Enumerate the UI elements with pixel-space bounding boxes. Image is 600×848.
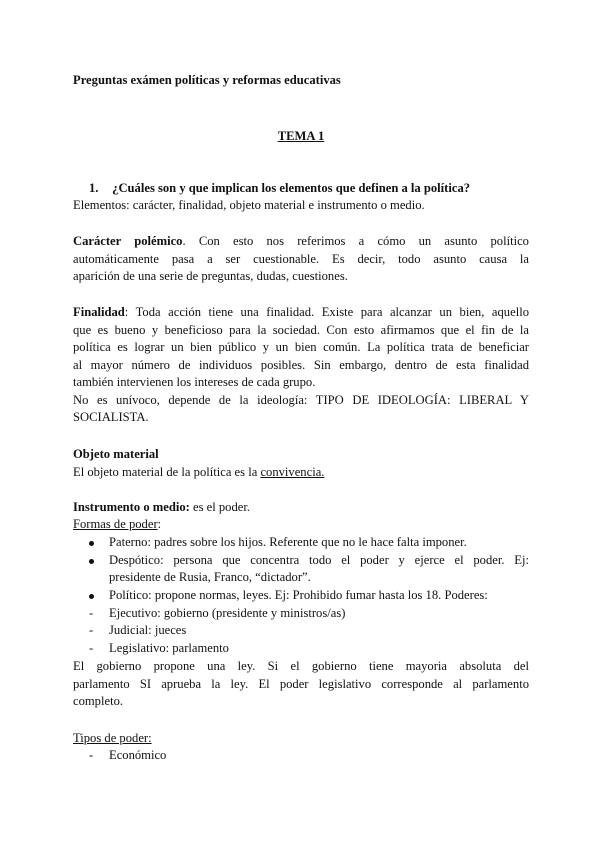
objeto-text [73, 464, 529, 482]
formas-heading-colon: : [157, 517, 162, 531]
finalidad-line-5: también intervienen los intereses de cada grupo. [73, 375, 316, 389]
instrumento-text: es el poder. [189, 500, 250, 514]
finalidad-text-1: : Toda acción tiene una finalidad. Existe para alcanzar un bien, aquello [124, 305, 529, 319]
finalidad-line-6: No es unívoco, depende de la ideología: TIPO DE IDEOLOGÍA: LIBERAL Y [73, 393, 529, 407]
bullet-icon [89, 587, 94, 605]
caracter-label: Carácter polémico [73, 234, 183, 248]
elementos-text: Elementos: carácter, finalidad, objeto material e instrumento o medio. [73, 198, 425, 212]
dash-icon: - [89, 623, 94, 637]
finalidad-label: Finalidad [73, 305, 125, 319]
instrumento-label: Instrumento o medio: [73, 500, 190, 514]
document-title: Preguntas exámen políticas y reformas educativas [73, 73, 341, 87]
caracter-line-2: automáticamente pasa a ser cuestionable. Es decir, todo asunto causa la [73, 252, 529, 266]
dash-icon: - [89, 641, 94, 655]
gobierno-line-3: completo. [73, 694, 124, 708]
finalidad-line-3: política es lograr un bien público y un bien común. La política trata de beneficiar [73, 340, 529, 354]
finalidad-line-1 [73, 304, 529, 322]
finalidad-line-7: SOCIALISTA. [73, 410, 149, 424]
section-heading-tema-1: TEMA 1 [277, 129, 325, 143]
dash-icon: - [89, 606, 94, 620]
dash-icon: - [89, 748, 94, 762]
tipos-heading: Tipos de poder: [73, 731, 152, 745]
finalidad-line-2: que es bueno y beneficioso para la sociedad. Con esto afirmamos que el fin de la [73, 323, 529, 337]
gobierno-line-1: El gobierno propone una ley. Si el gobierno tiene mayoria absoluta del [73, 659, 529, 673]
instrumento-line [73, 499, 529, 517]
question-number: 1. [89, 181, 99, 195]
objeto-heading: Objeto material [73, 447, 159, 461]
objeto-underlined-word: convivencia. [260, 465, 325, 479]
caracter-line-1 [73, 233, 529, 251]
question-1 [73, 180, 529, 198]
formas-heading-text: Formas de poder [73, 517, 158, 531]
caracter-line-3: aparición de una serie de preguntas, dudas, cuestiones. [73, 269, 348, 283]
finalidad-line-4: al mayor número de individuos posibles. Sin embargo, dentro de esta finalidad [73, 358, 529, 372]
bullet-icon [89, 552, 94, 570]
objeto-text-prefix: El objeto material de la política es la [73, 465, 261, 479]
bullet-icon [89, 534, 94, 552]
gobierno-line-2: parlamento SI aprueba la ley. El poder legislativo corresponde al parlamento [73, 677, 529, 691]
formas-heading [73, 516, 529, 534]
caracter-text-1: . Con esto nos referimos a cómo un asunto político [182, 234, 529, 248]
question-text: ¿Cuáles son y que implican los elementos que definen a la política? [112, 181, 471, 195]
